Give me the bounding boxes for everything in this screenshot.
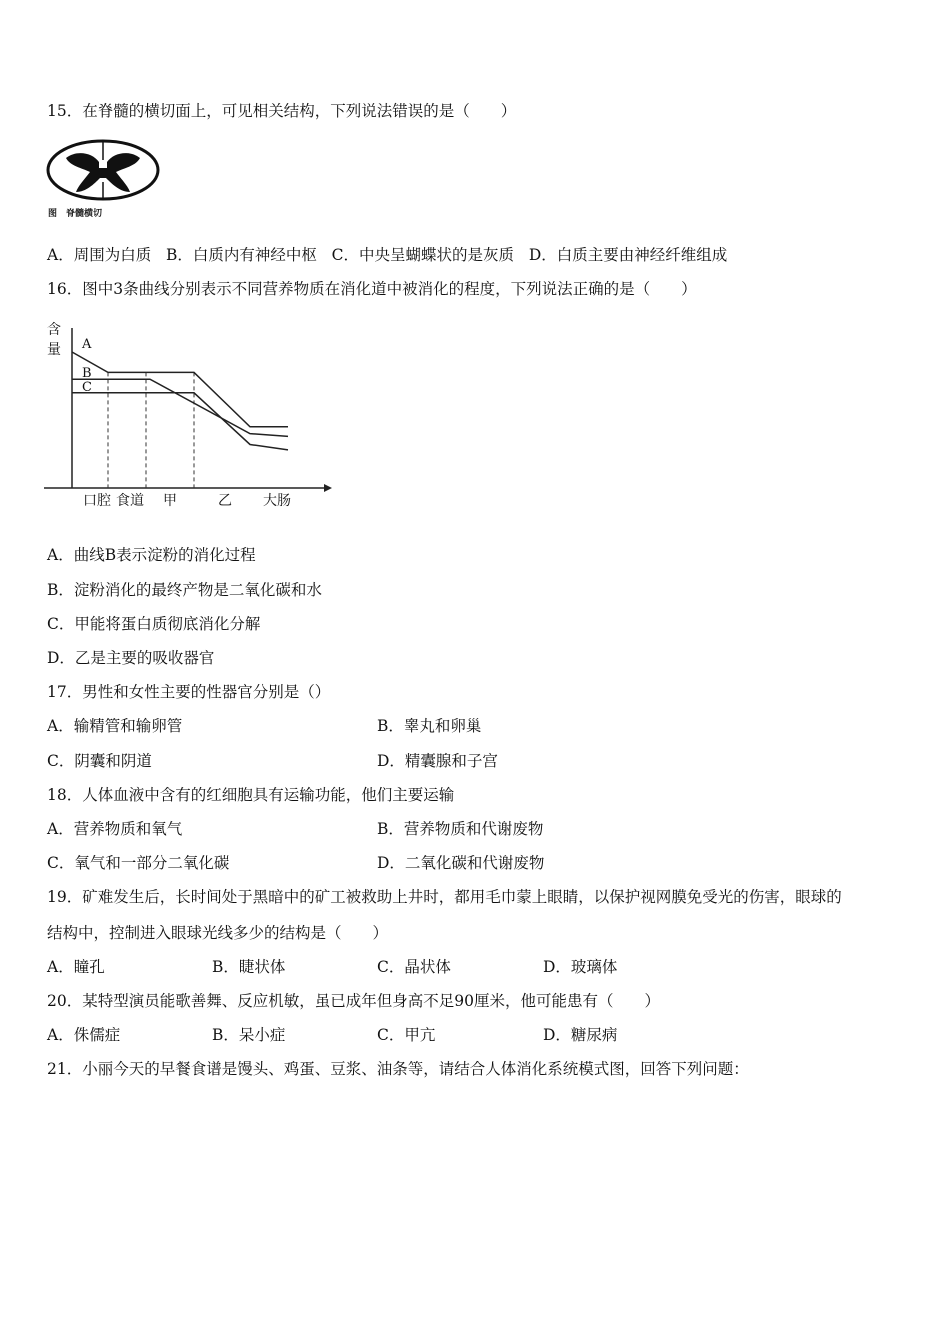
q19-option-d[interactable]: D．玻璃体	[543, 958, 618, 976]
q15-option-d[interactable]: D．白质主要由神经纤维组成	[528, 246, 728, 264]
q16-option-b[interactable]: B．淀粉消化的最终产物是二氧化碳和水	[47, 581, 322, 599]
digestion-line-chart	[44, 318, 334, 514]
q19-option-a[interactable]: A．瞳孔	[47, 958, 105, 976]
q18-options-row2	[47, 853, 544, 873]
chart-series-line-A	[72, 352, 288, 427]
q18-option-d[interactable]: D．二氧化碳和代谢废物	[377, 854, 545, 872]
spinal-cord-caption: 图 脊髓横切	[48, 209, 103, 219]
q19-stem-line1: 19．矿难发生后，长时间处于黑暗中的矿工被救助上井时，都用毛巾蒙上眼睛，以保护视网膜免受光的伤害，眼球的	[47, 888, 842, 906]
q20-stem: 20．某特型演员能歌善舞、反应机敏，虽已成年但身高不足90厘米，他可能患有（ ）	[47, 992, 660, 1010]
chart-x-tick-label: 大肠	[263, 493, 291, 509]
q17-option-d[interactable]: D．精囊腺和子宫	[377, 752, 498, 770]
q17-option-a[interactable]: A．输精管和输卵管	[47, 717, 183, 735]
q17-options-row1	[47, 716, 481, 736]
q15-option-a[interactable]: A．周围为白质	[47, 246, 152, 264]
q16-option-c[interactable]: C．甲能将蛋白质彻底消化分解	[47, 615, 261, 633]
chart-x-arrow	[324, 484, 332, 492]
q20-option-c[interactable]: C．甲亢	[377, 1026, 436, 1044]
q20-option-b[interactable]: B．呆小症	[212, 1026, 286, 1044]
chart-series-line-B	[72, 379, 288, 436]
q17-options-row2	[47, 751, 498, 771]
q17-option-c[interactable]: C．阴囊和阴道	[47, 752, 152, 770]
q18-stem: 18．人体血液中含有的红细胞具有运输功能，他们主要运输	[47, 786, 455, 804]
q18-options-row1	[47, 819, 543, 839]
q15-stem: 15．在脊髓的横切面上，可见相关结构，下列说法错误的是（ ）	[47, 102, 517, 120]
q19-stem-line2: 结构中，控制进入眼球光线多少的结构是（ ）	[47, 924, 389, 942]
q20-options	[47, 1025, 617, 1045]
chart-ylabel-2: 量	[47, 342, 61, 358]
q18-option-c[interactable]: C．氧气和一部分二氧化碳	[47, 854, 230, 872]
chart-x-tick-label: 甲	[163, 493, 177, 509]
q17-option-b[interactable]: B．睾丸和卵巢	[377, 717, 482, 735]
chart-series-line-C	[72, 393, 288, 450]
chart-x-tick-label: 口腔	[83, 493, 111, 509]
q20-option-a[interactable]: A．侏儒症	[47, 1026, 121, 1044]
chart-series-label-B: B	[82, 366, 92, 382]
q19-options	[47, 957, 617, 977]
q16-option-a[interactable]: A．曲线B表示淀粉的消化过程	[47, 546, 256, 564]
q18-option-b[interactable]: B．营养物质和代谢废物	[377, 820, 544, 838]
q19-option-c[interactable]: C．晶状体	[377, 958, 451, 976]
q20-option-d[interactable]: D．糖尿病	[543, 1026, 618, 1044]
q21-stem: 21．小丽今天的早餐食谱是馒头、鸡蛋、豆浆、油条等，请结合人体消化系统模式图，回答下列问题：	[47, 1060, 749, 1078]
spinal-cord-figure	[46, 136, 164, 222]
chart-ylabel-1: 含	[47, 322, 61, 338]
q16-stem: 16．图中3条曲线分别表示不同营养物质在消化道中被消化的程度，下列说法正确的是（ ）	[47, 280, 697, 298]
q15-options	[47, 245, 727, 265]
chart-series-label-C: C	[82, 379, 92, 395]
chart-series-label-A: A	[82, 337, 92, 352]
q19-option-b[interactable]: B．睫状体	[212, 958, 286, 976]
chart-x-tick-label: 食道	[116, 493, 144, 509]
q17-stem: 17．男性和女性主要的性器官分别是（）	[47, 683, 331, 701]
q18-option-a[interactable]: A．营养物质和氧气	[47, 820, 183, 838]
q15-option-c[interactable]: C．中央呈蝴蝶状的是灰质	[331, 246, 515, 264]
q16-option-d[interactable]: D．乙是主要的吸收器官	[47, 649, 215, 667]
q15-option-b[interactable]: B．白质内有神经中枢	[165, 246, 317, 264]
chart-x-tick-label: 乙	[218, 493, 232, 509]
